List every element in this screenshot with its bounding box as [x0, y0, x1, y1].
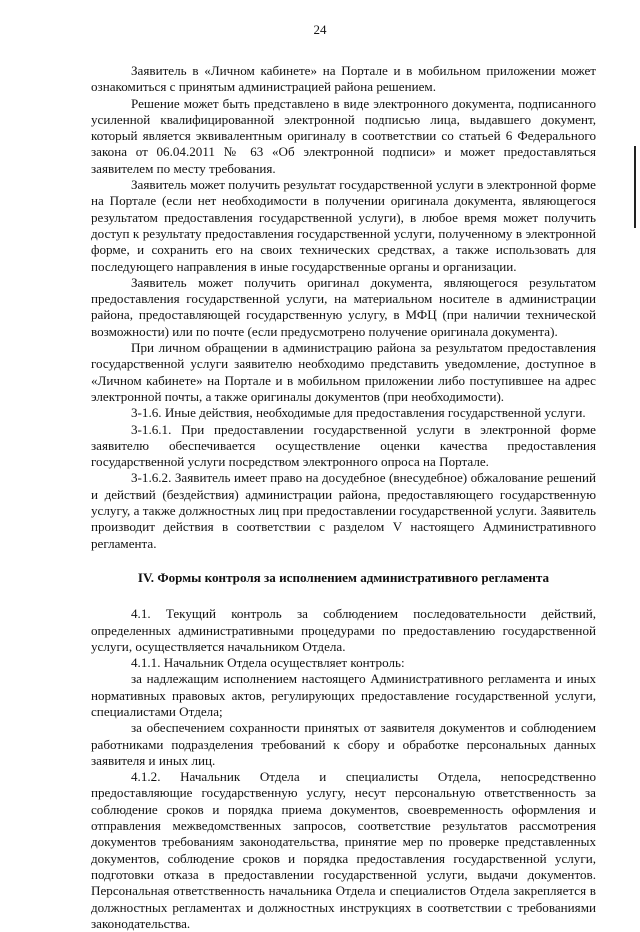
- paragraph: 4.1. Текущий контроль за соблюдением последовательности действий, определенных административными процедурами по предоставлению государственной услуги, осуществляется начальником Отдела.: [91, 606, 596, 654]
- paragraph: 4.1.1. Начальник Отдела осуществляет контроль:: [131, 655, 405, 671]
- margin-mark: [634, 146, 636, 228]
- paragraph: Заявитель может получить оригинал документа, являющегося результатом предоставления государственной услуги, на материальном носителе в администрации района, предоставляющей государственную услугу, в МФЦ (при наличии технической возможности) или по почте (если предусмотрено получение оригинала документа).: [91, 274, 596, 339]
- paragraph: Заявитель в «Личном кабинете» на Портале и в мобильном приложении может ознакомиться с принятым администрацией района решением.: [91, 63, 596, 95]
- paragraph: Решение может быть представлено в виде электронного документа, подписанного усиленной квалифицированной электронной подписью лица, выдавшего документ, который является эквивалентным оригиналу в соответствии со статьей 6 Федерального закона от 06.04.2011 № 63 «Об электронной подписи» и может предоставляться заявителем по месту требования.: [91, 95, 596, 176]
- paragraph: за надлежащим исполнением настоящего Административного регламента и иных нормативных правовых актов, регулирующих предоставление государственной услуги, специалистами Отдела;: [91, 671, 596, 719]
- paragraph: 3-1.6.1. При предоставлении государственной услуги в электронной форме заявителю обеспечивается осуществление оценки качества предоставления государственной услуги посредством электронного опроса на Портале.: [91, 421, 596, 470]
- document-body: [91, 63, 596, 932]
- paragraph: Заявитель может получить результат государственной услуги в электронной форме на Портале (если нет необходимости в получении оригинала документа, являющегося результатом предоставления государственной услуги), в любое время может получить доступ к результату предоставления государственной услуги, полученному в электронной форме, и сохранить его на своих технических средствах, а также использовать для последующего направления в иные государственные органы и организации.: [91, 177, 596, 274]
- paragraph: При личном обращении в администрацию района за результатом предоставления государственной услуги заявителю необходимо представить уведомление, доступное в «Личном кабинете» на Портале и в мобильном приложении либо поступившее на адрес электронной почты, а также оригиналы документов (при необходимости).: [91, 340, 596, 404]
- paragraph: 3-1.6. Иные действия, необходимые для предоставления государственной услуги.: [131, 405, 586, 421]
- paragraph: 4.1.2. Начальник Отдела и специалисты Отдела, непосредственно предоставляющие государственную услугу, несут персональную ответственность за соблюдение сроков и порядка приема документов, своевременность оформления и отправления межведомственных запросов, соответствие результатов рассмотрения документов требованиям законодательства, принятие мер по проверке представленных документов, соблюдение сроков и порядка предоставления государственной услуги, подготовки отказа в предоставлении государственной услуги, выдачи документов. Персональная ответственность начальника Отдела и специалистов Отдела закрепляется в должностных регламентах и должностных инструкциях в соответствии с требованиями законодательства.: [91, 769, 596, 931]
- paragraph: за обеспечением сохранности принятых от заявителя документов и соблюдением работниками подразделения требований к сбору и обработке персональных данных заявителя и иных лиц.: [91, 720, 596, 768]
- page-number: 24: [313, 22, 327, 37]
- section-heading: IV. Формы контроля за исполнением административного регламента: [137, 569, 550, 585]
- paragraph: 3-1.6.2. Заявитель имеет право на досудебное (внесудебное) обжалование решений и действий (бездействия) администрации района, предоставляющего государственную услугу, а также должностных лиц при предоставлении государственной услуги. Заявитель производит действия в соответствии с разделом V настоящего Административного регламента.: [91, 470, 596, 551]
